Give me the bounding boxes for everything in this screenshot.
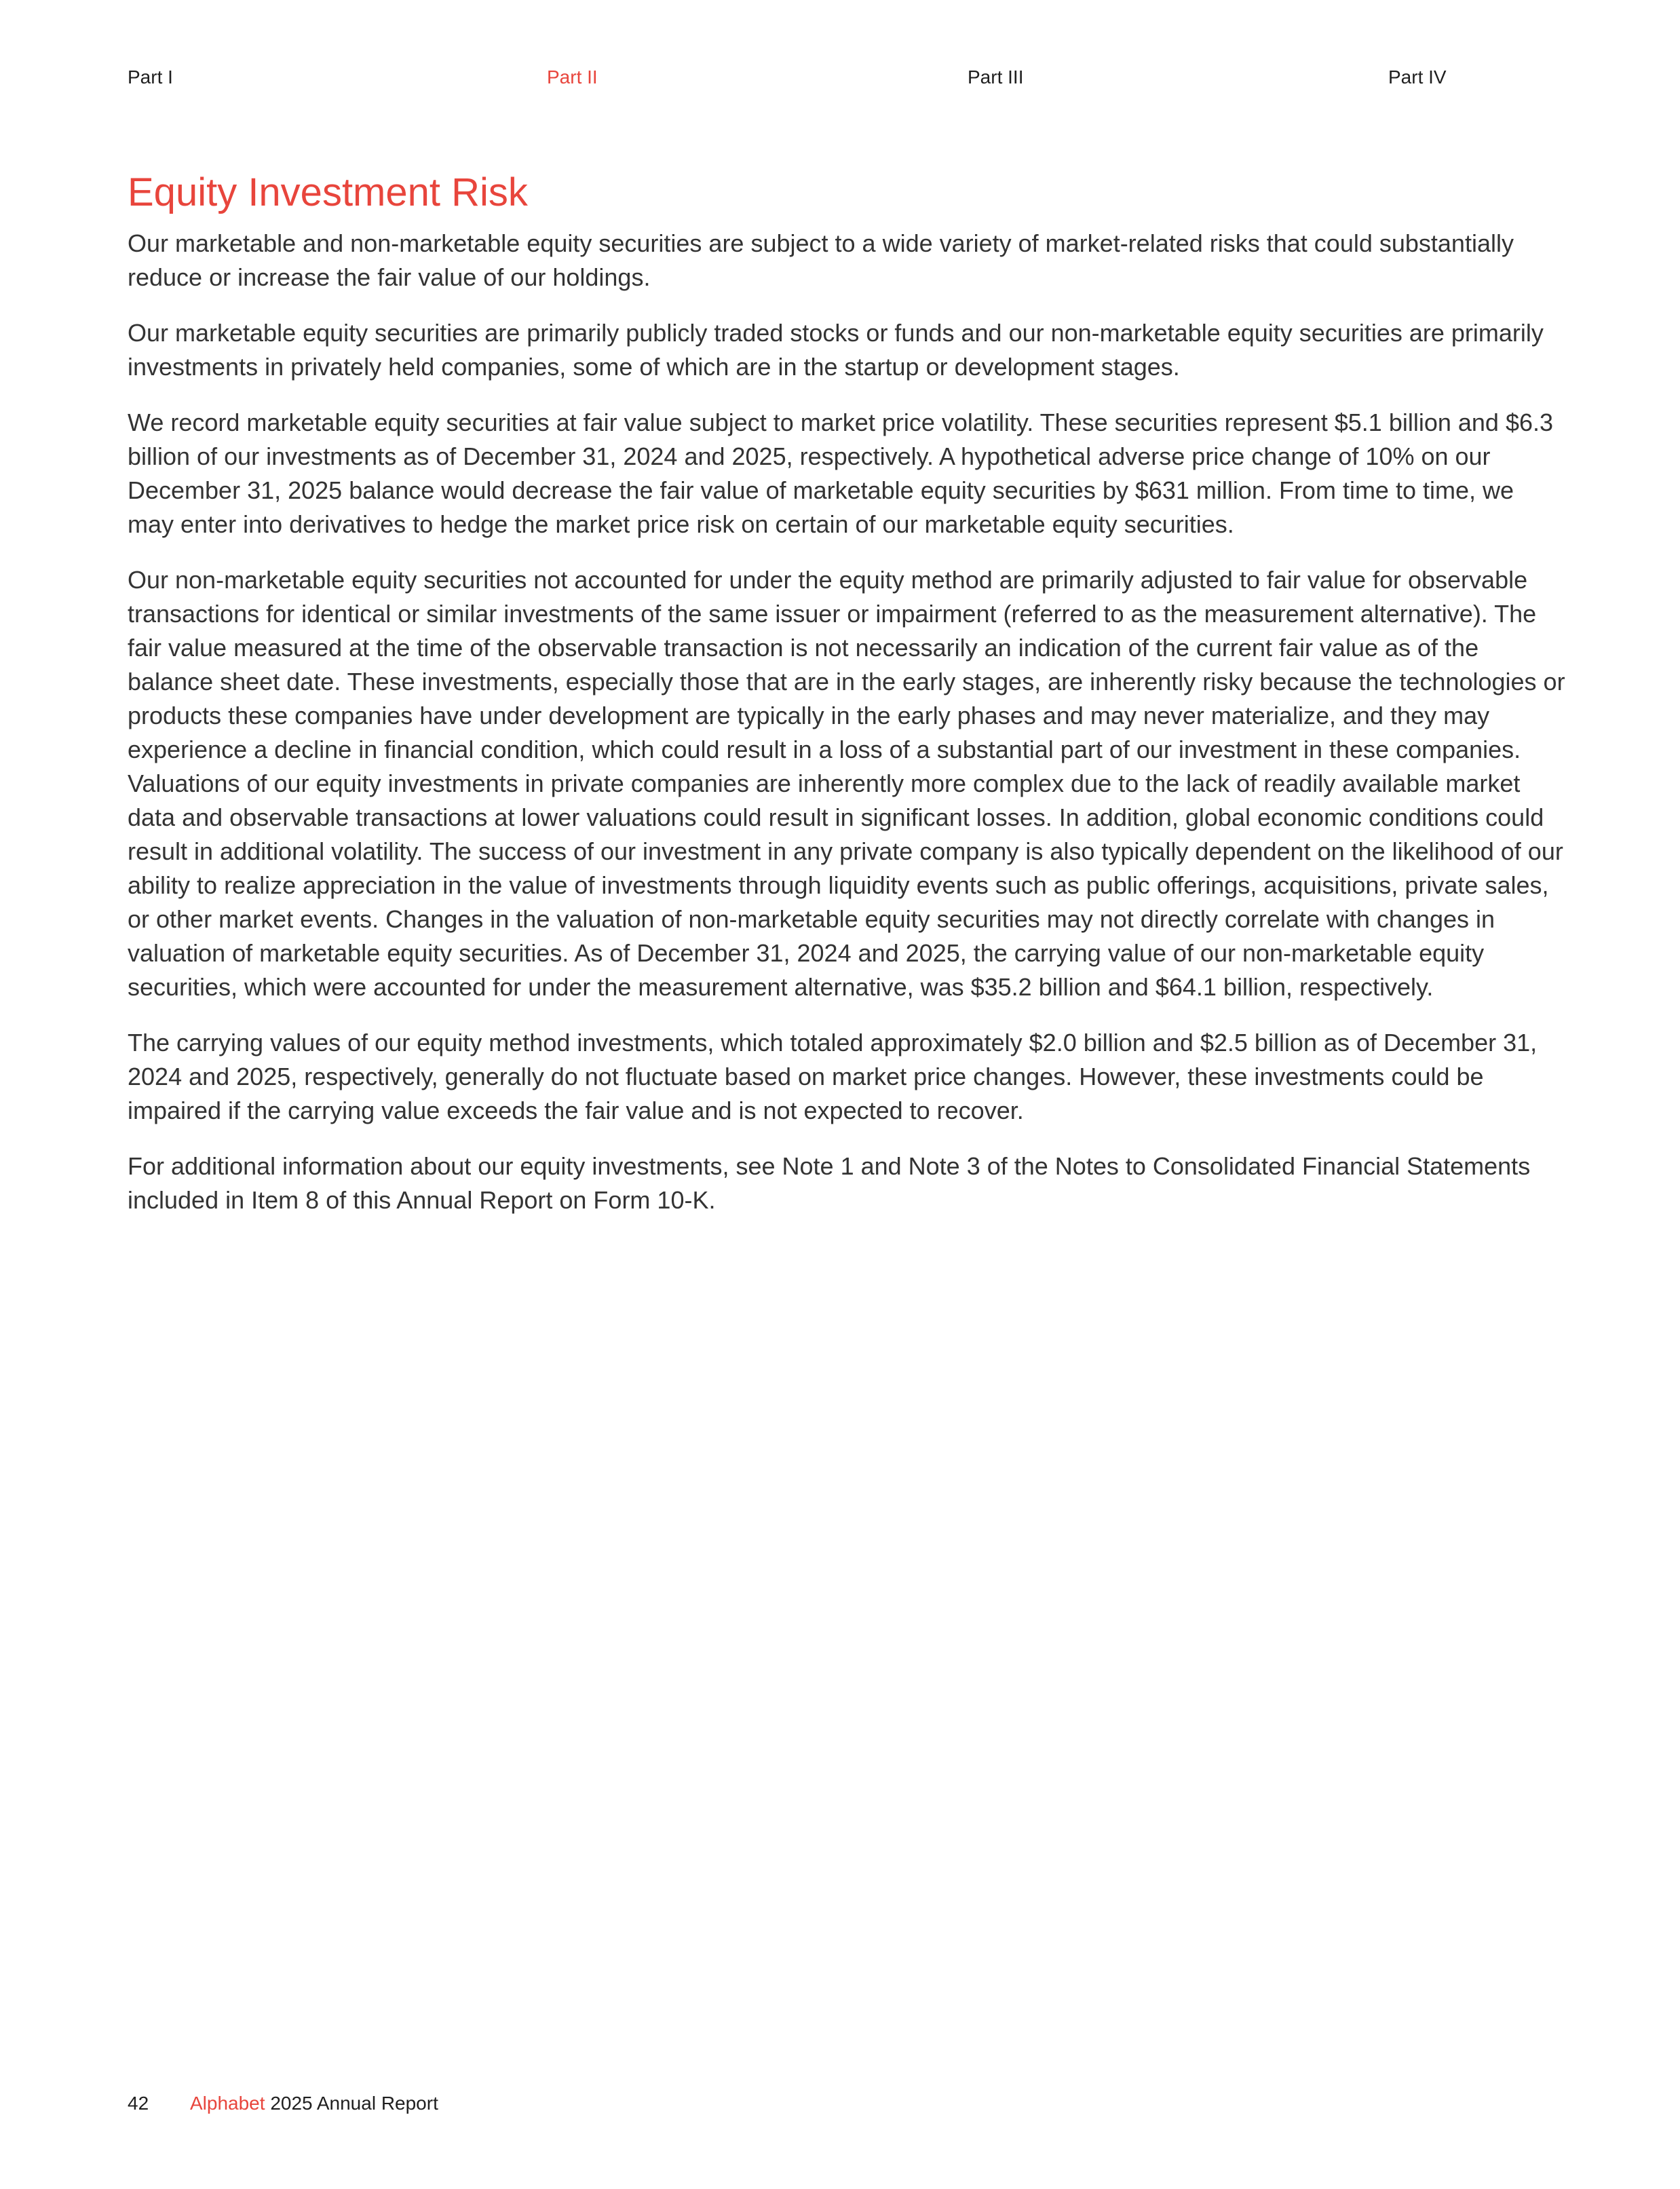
nav-link-part-iv[interactable]: Part IV [1388,66,1447,88]
report-title: 2025 Annual Report [270,2093,438,2114]
paragraph-security-types: Our marketable equity securities are primarily publicly traded stocks or funds and our non-marketable equity securities are primarily investments in privately held companies, some of which are in the startup or development stages. [128,319,1544,381]
paragraph-additional-info: For additional information about our equity investments, see Note 1 and Note 3 of the Notes to Consolidated Financial Statements included in Item 8 of this Annual Report on Form 10-K. [128,1152,1531,1214]
main-content [128,168,1566,1239]
section-title: Equity Investment Risk [128,170,528,214]
page-number: 42 [128,2093,149,2114]
paragraph-marketable-securities: We record marketable equity securities at fair value subject to market price volatility. These securities represent $5.1 billion and $6.3 billion of our investments as of December 31, 2024 and 2025, respectively. A hypothetical adverse price change of 10% on our December 31, 2025 balance would decrease the fair value of marketable equity securities by $631 million. From time to time, we may enter into derivatives to hedge the market price risk on certain of our marketable equity securities. [128,408,1554,538]
paragraph-equity-method: The carrying values of our equity method investments, which totaled approximately $2.0 billion and $2.5 billion as of December 31, 2024 and 2025, respectively, generally do not fluctuate based on market price changes. However, these investments could be impaired if the carrying value exceeds the fair value and is not expected to recover. [128,1029,1538,1124]
nav-link-part-i[interactable]: Part I [128,66,173,88]
nav-link-part-ii[interactable]: Part II [547,66,598,88]
brand-name: Alphabet [190,2093,265,2114]
paragraph-overview: Our marketable and non-marketable equity securities are subject to a wide variety of market-related risks that could substantially reduce or increase the fair value of our holdings. [128,229,1514,291]
part-navigation [128,64,1552,91]
nav-link-part-iii[interactable]: Part III [968,66,1024,88]
paragraph-non-marketable-securities: Our non-marketable equity securities not accounted for under the equity method are primarily adjusted to fair value for observable transactions for identical or similar investments of the same issuer or impairment (referred to as the measurement alternative). The fair value measured at the time of the observable transaction is not necessarily an indication of the current fair value as of the balance sheet date. These investments, especially those that are in the early stages, are inherently risky because the technologies or products these companies have under development are typically in the early phases and may never materialize, and they may experience a decline in financial condition, which could result in a loss of a substantial part of our investment in these companies. Valuations of our equity investments in private companies are inherently more complex due to the lack of readily available market data and observable transactions at lower valuations could result in significant losses. In addition, global economic conditions could result in additional volatility. The success of our investment in any private company is also typically dependent on the likelihood of our ability to realize appreciation in the value of investments through liquidity events such as public offerings, acquisitions, private sales, or other market events. Changes in the valuation of non-marketable equity securities may not directly correlate with changes in valuation of marketable equity securities. As of December 31, 2024 and 2025, the carrying value of our non-marketable equity securities, which were accounted for under the measurement alternative, was $35.2 billion and $64.1 billion, respectively. [128,566,1565,1001]
page-footer [128,2090,438,2117]
